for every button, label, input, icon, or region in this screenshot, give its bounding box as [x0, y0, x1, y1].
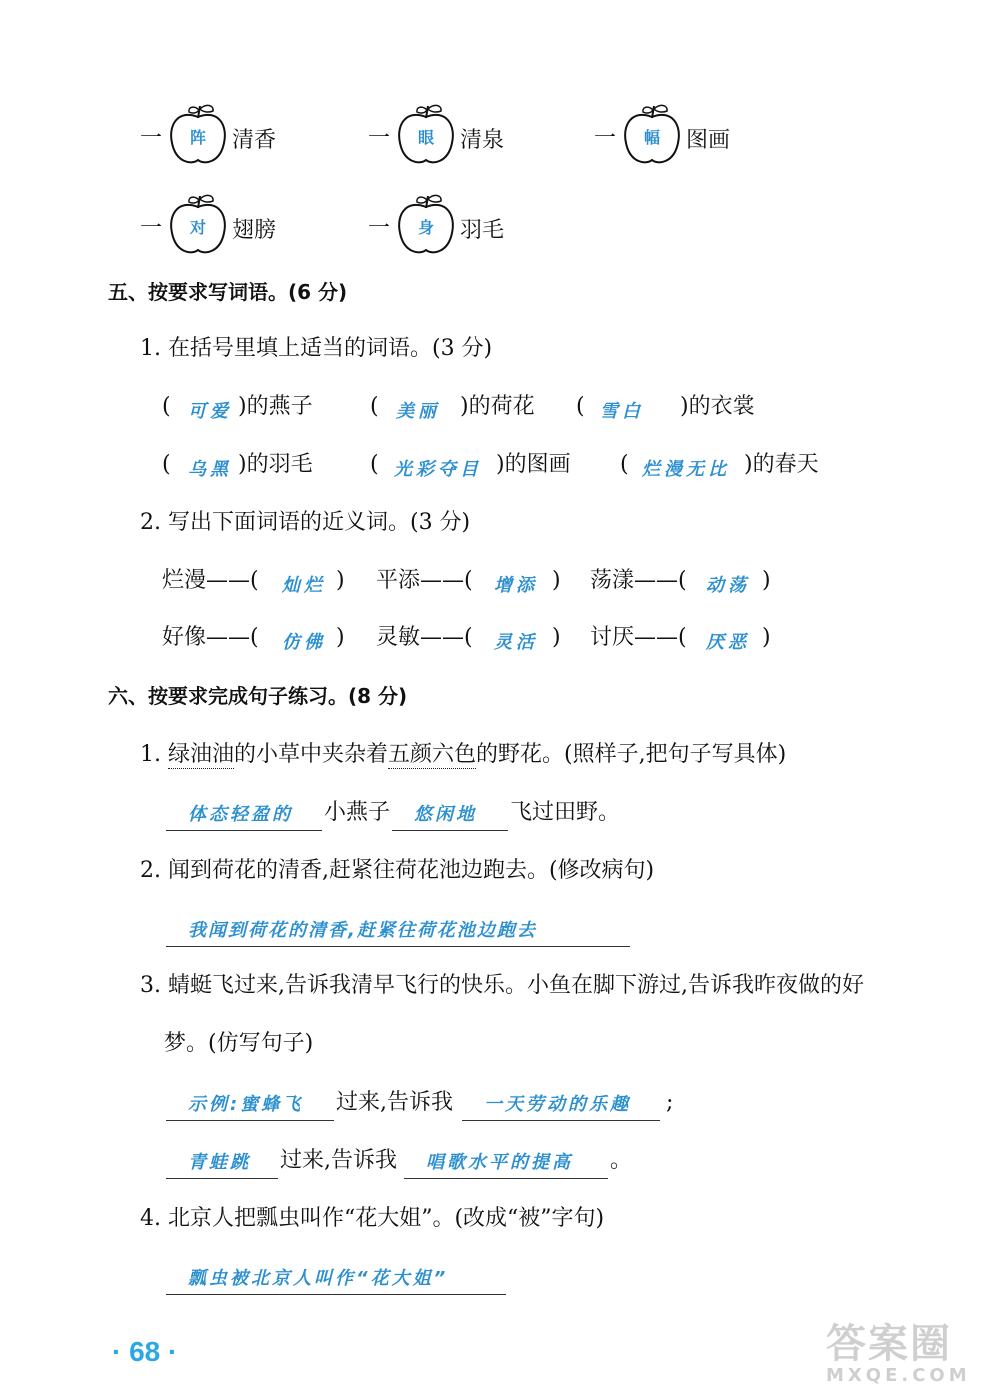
question-6-3-cont: 梦。(仿写句子): [164, 1031, 314, 1056]
answer: 雪白: [600, 401, 644, 422]
answer: 烂漫无比: [642, 459, 730, 480]
answer: 乌黑: [188, 459, 232, 480]
page-number: · 68 ·: [112, 1336, 178, 1367]
answer: 动荡: [706, 575, 750, 596]
apple-icon: [394, 103, 458, 169]
answer: 灵活: [494, 632, 538, 653]
answer-blank: 瓢虫被北京人叫作“花大姐”: [166, 1264, 506, 1295]
apple-word: 翅膀: [232, 218, 277, 243]
apple-icon: [166, 103, 230, 169]
answer-blank: 青蛙跳: [166, 1148, 278, 1179]
apple-prefix: 一: [140, 126, 163, 151]
section-5-title: 五、按要求写词语。(6 分): [108, 280, 348, 304]
apple-word: 清香: [232, 128, 277, 153]
answer: 灿烂: [282, 575, 326, 596]
apple-prefix: 一: [368, 126, 391, 151]
answer-blank: 一天劳动的乐趣: [462, 1090, 660, 1121]
watermark: 答案圈 MXQE.COM: [826, 1321, 971, 1386]
apple-word: 图画: [686, 128, 731, 153]
apple-word: 清泉: [460, 128, 505, 153]
answer: 可爱: [188, 401, 232, 422]
apple-answer: 对: [189, 218, 206, 237]
answer: 美丽: [396, 401, 440, 422]
apple-word: 羽毛: [460, 218, 505, 243]
apple-prefix: 一: [594, 126, 617, 151]
question-6-2: 2. 闻到荷花的清香,赶紧往荷花池边跑去。(修改病句): [140, 858, 655, 883]
question-5-2: 2. 写出下面词语的近义词。(3 分): [140, 510, 471, 535]
answer-blank: 示例:蜜蜂飞: [166, 1090, 334, 1121]
question-6-3: 3. 蜻蜓飞过来,告诉我清早飞行的快乐。小鱼在脚下游过,告诉我昨夜做的好: [140, 973, 864, 998]
question-6-1: 1. 绿油油的小草中夹杂着五颜六色的野花。(照样子,把句子写具体): [140, 742, 787, 767]
answer-blank: 体态轻盈的: [166, 800, 322, 831]
answer: 仿佛: [282, 632, 326, 653]
apple-icon: [620, 103, 684, 169]
apple-prefix: 一: [368, 216, 391, 241]
question-5-1: 1. 在括号里填上适当的词语。(3 分): [140, 336, 493, 361]
answer: 厌恶: [706, 632, 750, 653]
apple-answer: 身: [417, 218, 434, 237]
apple-answer: 阵: [189, 128, 206, 147]
section-6-title: 六、按要求完成句子练习。(8 分): [108, 684, 408, 708]
apple-icon: [394, 193, 458, 259]
answer: 光彩夺目: [394, 459, 482, 480]
answer-blank: 悠闲地: [392, 800, 508, 831]
answer-blank: 我闻到荷花的清香,赶紧往荷花池边跑去: [166, 916, 630, 947]
answer-blank: 唱歌水平的提高: [404, 1148, 608, 1179]
question-6-4: 4. 北京人把瓢虫叫作“花大姐”。(改成“被”字句): [140, 1206, 605, 1231]
apple-answer: 幅: [643, 128, 660, 147]
apple-icon: [166, 193, 230, 259]
apple-prefix: 一: [140, 216, 163, 241]
apple-answer: 眼: [417, 128, 434, 147]
answer: 增添: [494, 575, 538, 596]
